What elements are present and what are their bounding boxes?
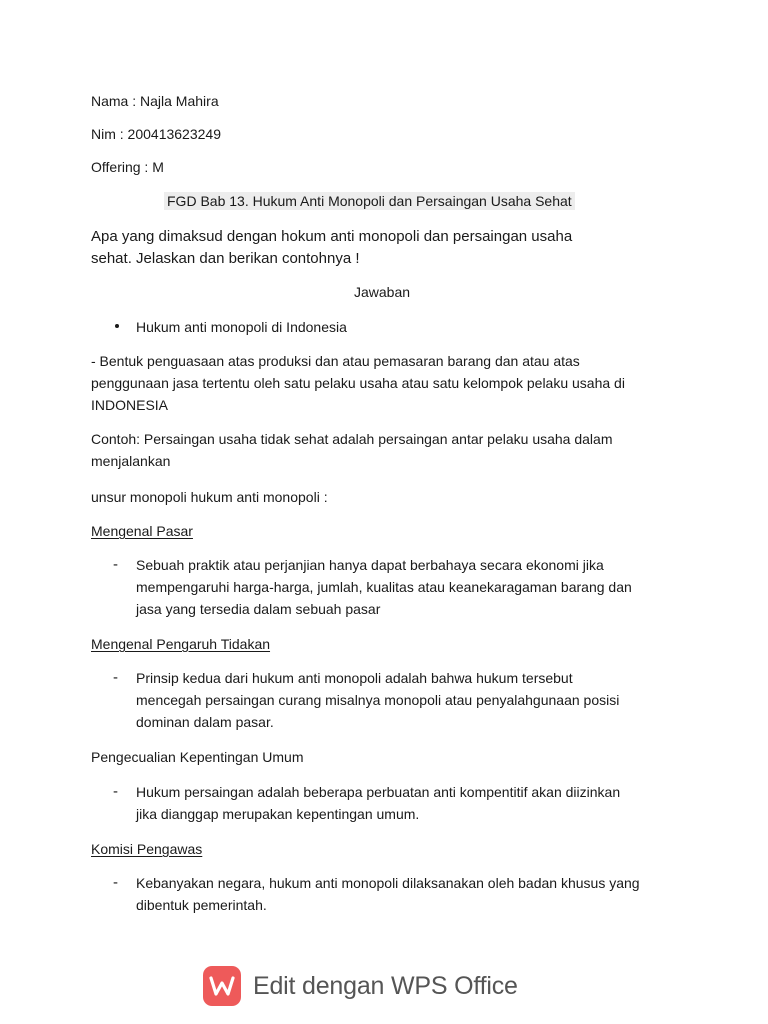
section-2-line-2: mencegah persaingan curang misalnya monopoli atau penyalahgunaan posisi [136,692,620,708]
question-line-1: Apa yang dimaksud dengan hokum anti monopoli dan persaingan usaha [91,228,573,245]
section-dash: - [113,556,118,573]
wps-label: Edit dengan WPS Office [253,971,518,1000]
section-heading-pengaruh: Mengenal Pengaruh Tidakan [91,636,271,652]
section-1-line-3: jasa yang tersedia dalam sebuah pasar [136,601,381,617]
section-3-line-1: Hukum persaingan adalah beberapa perbuatan anti kompentitif akan diizinkan [136,784,621,800]
bullet-heading: Hukum anti monopoli di Indonesia [136,319,347,335]
definition-line-2: penggunaan jasa tertentu oleh satu pelaku usaha atau satu kelompok pelaku usaha di [91,375,625,391]
section-dash: - [113,874,118,891]
section-2-line-1: Prinsip kedua dari hukum anti monopoli adalah bahwa hukum tersebut [136,670,573,686]
section-dash: - [113,669,118,686]
section-heading-pasar: Mengenal Pasar [91,523,193,539]
section-heading-pengecualian: Pengecualian Kepentingan Umum [91,749,304,765]
definition-line-3: INDONESIA [91,397,169,413]
document-title: FGD Bab 13. Hukum Anti Monopoli dan Persaingan Usaha Sehat [164,192,575,210]
section-dash: - [113,783,118,800]
example-line-1: Contoh: Persaingan usaha tidak sehat adalah persaingan antar pelaku usaha dalam [91,431,613,447]
section-1-line-2: mempengaruhi harga-harga, jumlah, kualitas atau keanekaragaman barang dan [136,579,632,595]
bullet-dot-icon [115,324,119,328]
question-line-2: sehat. Jelaskan dan berikan contohnya ! [91,250,360,267]
student-offering: Offering : M [91,159,164,175]
definition-line-1: - Bentuk penguasaan atas produksi dan atau pemasaran barang dan atau atas [91,353,580,369]
student-name: Nama : Najla Mahira [91,93,219,109]
section-4-line-2: dibentuk pemerintah. [136,897,267,913]
section-3-line-2: jika dianggap merupakan kepentingan umum. [136,806,420,822]
section-2-line-3: dominan dalam pasar. [136,714,274,730]
example-line-2: menjalankan [91,453,171,469]
elements-heading: unsur monopoli hukum anti monopoli : [91,489,328,505]
edit-with-wps-button[interactable] [203,965,518,1007]
wps-logo-icon [203,966,241,1006]
section-4-line-1: Kebanyakan negara, hukum anti monopoli dilaksanakan oleh badan khusus yang [136,875,640,891]
section-1-line-1: Sebuah praktik atau perjanjian hanya dapat berbahaya secara ekonomi jika [136,557,604,573]
section-heading-komisi: Komisi Pengawas [91,841,203,857]
student-nim: Nim : 200413623249 [91,126,221,142]
answer-heading: Jawaban [354,284,411,300]
